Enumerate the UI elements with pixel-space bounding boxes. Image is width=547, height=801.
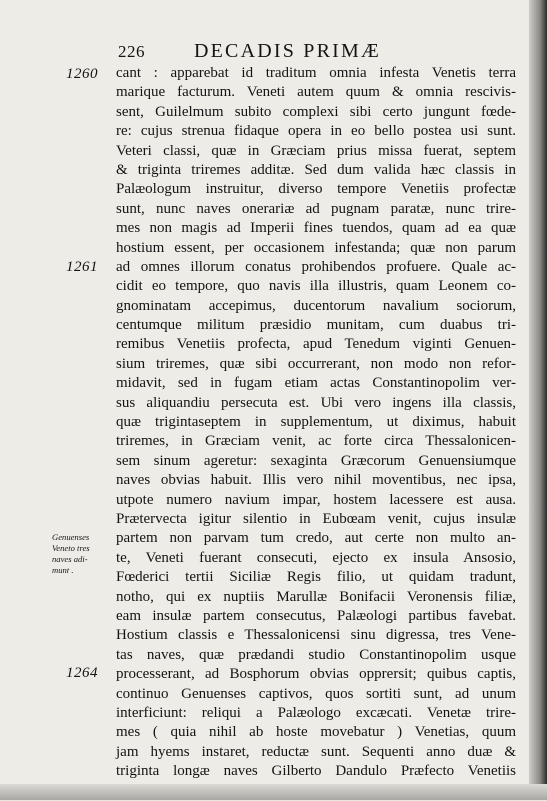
text-line: marique facturum. Veneti autem quum & omnia rescivis- <box>116 84 516 101</box>
page-bottom-edge <box>0 784 547 800</box>
text-line: gnominatam accepimus, ducentorum navalium sociorum, <box>116 297 516 314</box>
margin-note <box>52 532 114 576</box>
text-line: interficiunt: reliqui a Palæologo excæcati. Venetæ trire- <box>116 704 516 721</box>
text-line: centumque militum præsidio munitam, cum duabus tri- <box>116 317 516 334</box>
text-line: notho, qui ex nuptiis Marullæ Bonifacii Veronensis filiæ, <box>116 588 516 605</box>
text-line: continuo Genuenses captivos, quos sortiti sunt, ad unum <box>116 685 516 702</box>
text-line: utpote numero navium impar, hostem lacessere est ausa. <box>116 491 516 508</box>
text-line: cidit eo tempore, quo navis illa illustris, quam Leonem co- <box>116 278 516 295</box>
text-line: hostium essent, per occasionem infestanda; quæ non parum <box>116 239 516 256</box>
margin-note-line: Veneto tres <box>52 543 90 553</box>
text-line: Hostium classis e Thessalonicensi sinu digressa, tres Vene- <box>116 627 516 644</box>
text-line: Fœderici tertii Siciliæ Regis filio, ut quidam tradunt, <box>116 569 516 586</box>
text-line: ad omnes illorum conatus prohibendos profuere. Quale ac- <box>116 258 516 275</box>
margin-year: 1261 <box>66 259 98 275</box>
text-line: triginta longæ naves Gilberto Dandulo Præfecto Venetiis <box>116 763 516 780</box>
margin-note-line: Genuenses <box>52 532 90 542</box>
body-text <box>116 64 516 801</box>
text-line: re: cujus strenua fidaque opera in eo bello postea usi sunt. <box>116 123 516 140</box>
text-line: remibus Venetiis profecta, apud Tenedum viginti Genuen- <box>116 336 516 353</box>
text-line: mes non magis ad Imperii fines tuendos, quam ad ea quæ <box>116 220 516 237</box>
page-number: 226 <box>118 42 145 61</box>
text-line: te, Veneti fuerant consecuti, ejecto ex insula Ansosio, <box>116 549 516 566</box>
running-title: DECADIS PRIMÆ <box>194 40 381 62</box>
text-line: sunt, nunc naves onerariæ ad pugnam paratæ, nunc trire- <box>116 200 516 217</box>
text-line: sent, Guilelmum subito complexi sibi certo jungunt fœde- <box>116 103 516 120</box>
text-line: sium triremes, quæ sibi occurrerant, non modo non refor- <box>116 355 516 372</box>
text-line: partem non parvam tum credo, aut certe non multo an- <box>116 530 516 547</box>
text-line: triremes, in Græciam venit, ac forte circa Thessalonicen- <box>116 433 516 450</box>
margin-note-line: munt . <box>52 565 74 575</box>
text-line: jam hyems instaret, reductæ sunt. Sequenti anno duæ & <box>116 743 516 760</box>
margin-note-line: naves adi- <box>52 554 88 564</box>
text-line: cant : apparebat id traditum omnia infesta Venetis terra <box>116 65 516 81</box>
text-line: Palæologum instruitur, diverso tempore Venetiis profectæ <box>116 181 516 198</box>
text-line: tas naves, quæ prædandi studio Constantinopolim usque <box>116 646 516 663</box>
text-line: eam insulæ partem consecutus, Palæologi partibus favebat. <box>116 607 516 624</box>
margin-year: 1260 <box>66 66 98 82</box>
margin-year: 1264 <box>66 665 98 681</box>
text-line: quæ trigintaseptem in supplementum, ut diximus, habuit <box>116 414 516 431</box>
text-line: midavit, sed in fugam etiam actas Constantinopolim ver- <box>116 375 516 392</box>
text-line: Veteri classi, quæ in Græciam prius missa fuerat, septem <box>116 142 516 159</box>
text-line: Prætervecta igitur silentio in Eubœam venit, cujus insulæ <box>116 510 516 527</box>
page-header <box>108 40 528 64</box>
text-line: sus aliquandiu persecuta est. Ubi vero ingens illa classis, <box>116 394 516 411</box>
text-line: naves obvias habuit. Illis vero nihil moventibus, nec ipsa, <box>116 472 516 489</box>
text-line: & triginta triremes additæ. Sed dum valida hæc classis in <box>116 161 516 178</box>
text-line: sem sinum ageretur: sexaginta Græcorum Genuensiumque <box>116 452 516 469</box>
text-line: mes ( quia nihil ab hoste movebatur ) Venetias, quum <box>116 724 516 741</box>
text-line: processerant, ad Bosphorum obvias opprersit; quibus captis, <box>116 666 516 683</box>
page-edge-shadow <box>529 0 547 800</box>
